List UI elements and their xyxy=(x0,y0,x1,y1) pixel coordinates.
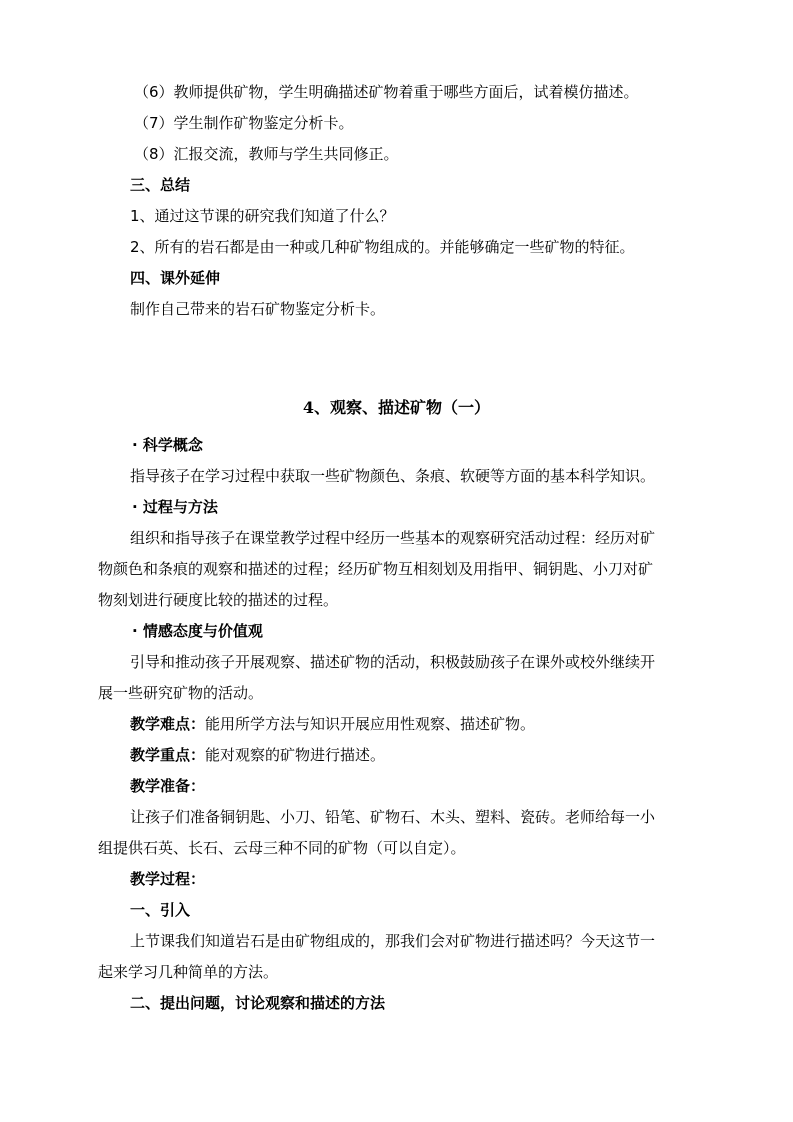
concept-heading: · 科学概念 xyxy=(132,436,203,454)
attitude-text-1: 引导和推动孩子开展观察、描述矿物的活动，积极鼓励孩子在课外或校外继续开 xyxy=(130,653,656,671)
lesson-title: 4、观察、描述矿物（一） xyxy=(302,398,491,417)
discuss-heading: 二、提出问题，讨论观察和描述的方法 xyxy=(130,994,386,1012)
intro-text-1: 上节课我们知道岩石是由矿物组成的，那我们会对矿物进行描述吗？今天这节一 xyxy=(130,932,656,950)
focus-row xyxy=(130,745,385,765)
difficulty-row xyxy=(130,714,535,734)
focus-label: 教学重点： xyxy=(130,746,206,764)
summary-item-1: 1、通过这节课的研究我们知道了什么？ xyxy=(130,207,395,225)
intro-text-2: 起来学习几种简单的方法。 xyxy=(98,963,279,981)
process-method-text-3: 物刻划进行硬度比较的描述的过程。 xyxy=(98,591,339,609)
extension-heading: 四、课外延伸 xyxy=(130,269,221,287)
extension-text: 制作自己带来的岩石矿物鉴定分析卡。 xyxy=(130,300,386,318)
step-7: （7）学生制作矿物鉴定分析卡。 xyxy=(134,114,354,132)
intro-heading: 一、引入 xyxy=(130,901,191,919)
attitude-text-2: 展一些研究矿物的活动。 xyxy=(98,684,264,702)
focus-text: 能对观察的矿物进行描述。 xyxy=(205,746,386,764)
prep-text-1: 让孩子们准备铜钥匙、小刀、铅笔、矿物石、木头、塑料、瓷砖。老师给每一小 xyxy=(130,808,656,826)
process-method-text-1: 组织和指导孩子在课堂教学过程中经历一些基本的观察研究活动过程：经历对矿 xyxy=(130,529,656,547)
prep-label: 教学准备： xyxy=(130,777,206,795)
difficulty-text: 能用所学方法与知识开展应用性观察、描述矿物。 xyxy=(205,715,536,733)
summary-item-2: 2、所有的岩石都是由一种或几种矿物组成的。并能够确定一些矿物的特征。 xyxy=(130,238,635,256)
attitude-heading: · 情感态度与价值观 xyxy=(132,622,263,640)
summary-heading: 三、总结 xyxy=(130,176,191,194)
step-6: （6）教师提供矿物，学生明确描述矿物着重于哪些方面后，试着模仿描述。 xyxy=(134,83,639,101)
process-method-text-2: 物颜色和条痕的观察和描述的过程；经历矿物互相刻划及用指甲、铜钥匙、小刀对矿 xyxy=(98,560,654,578)
process-method-heading: · 过程与方法 xyxy=(132,498,218,516)
process-label: 教学过程： xyxy=(130,870,206,888)
step-8: （8）汇报交流，教师与学生共同修正。 xyxy=(134,145,399,163)
prep-text-2: 组提供石英、长石、云母三种不同的矿物（可以自定）。 xyxy=(98,839,466,857)
difficulty-label: 教学难点： xyxy=(130,715,206,733)
concept-text: 指导孩子在学习过程中获取一些矿物颜色、条痕、软硬等方面的基本科学知识。 xyxy=(130,467,656,485)
